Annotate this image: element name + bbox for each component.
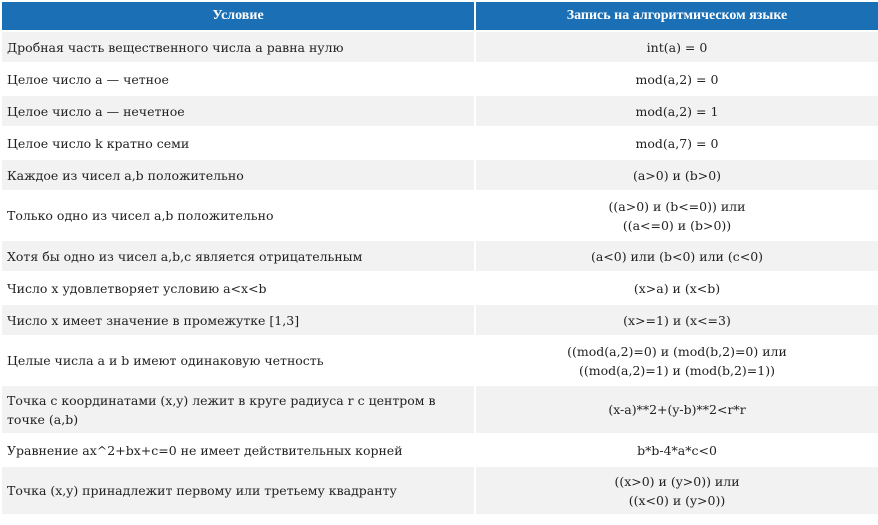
expression-cell [476,96,878,126]
expression-line: ((a<=0) и (b>0)) [622,217,732,233]
expression-line: mod(a,7) = 0 [635,135,719,151]
expression-cell [476,467,878,514]
expression-line: (x>a) и (x<b) [633,280,721,296]
condition-cell: Каждое из чисел a,b положительно [2,160,474,190]
condition-cell: Число x имеет значение в промежутке [1,3] [2,305,474,335]
expression-line: mod(a,2) = 0 [635,71,719,87]
expression-cell [476,386,878,433]
table-row [2,160,878,190]
expression-line: (x-a)**2+(y-b)**2<r*r [608,402,746,417]
table-row [2,305,878,335]
table-row [2,467,878,514]
condition-cell: Точка (x,y) принадлежит первому или третьему квадранту [2,467,474,514]
table-row [2,273,878,303]
expression-line: ((a>0) и (b<=0)) или [608,198,746,214]
table-row [2,337,878,384]
expression-cell [476,64,878,94]
expression-line: ((x<0) и (y>0)) [628,492,726,508]
expression-line: mod(a,2) = 1 [635,103,719,119]
expression-cell [476,435,878,465]
expression-line: int(a) = 0 [646,39,708,55]
table-row [2,32,878,62]
condition-cell: Точка с координатами (x,y) лежит в круге радиуса r с центром в точке (a,b) [2,386,474,433]
table-row [2,128,878,158]
condition-cell: Целое число k кратно семи [2,128,474,158]
expression-cell [476,128,878,158]
table-row [2,241,878,271]
table-row [2,64,878,94]
table-row [2,96,878,126]
header-expression: Запись на алгоритмическом языке [476,2,878,30]
condition-cell: Число x удовлетворяет условию a<x<b [2,273,474,303]
table-row [2,386,878,433]
condition-cell: Хотя бы одно из чисел a,b,c является отрицательным [2,241,474,271]
condition-cell: Целые числа a и b имеют одинаковую четность [2,337,474,384]
expression-line: (x>=1) и (x<=3) [623,312,731,328]
expression-cell [476,273,878,303]
condition-cell: Уравнение ax^2+bx+c=0 не имеет действительных корней [2,435,474,465]
header-row [2,2,878,30]
expression-line: ((mod(a,2)=0) и (mod(b,2)=0) или [567,343,787,359]
table-row [2,435,878,465]
expression-cell [476,160,878,190]
expression-cell [476,241,878,271]
expression-line: b*b-4*a*c<0 [637,442,717,458]
expression-cell [476,305,878,335]
expression-cell [476,32,878,62]
condition-cell: Только одно из чисел a,b положительно [2,192,474,239]
expression-cell [476,192,878,239]
header-condition: Условие [2,2,474,30]
expression-line: (a>0) и (b>0) [632,167,722,183]
table-row [2,192,878,239]
expression-line: ((mod(a,2)=1) и (mod(b,2)=1)) [579,362,775,378]
expression-line: (a<0) или (b<0) или (c<0) [590,248,764,264]
expression-cell [476,337,878,384]
condition-cell: Дробная часть вещественного числа a равна нулю [2,32,474,62]
expression-line: ((x>0) и (y>0)) или [614,473,740,489]
condition-cell: Целое число a — нечетное [2,96,474,126]
condition-cell: Целое число a — четное [2,64,474,94]
